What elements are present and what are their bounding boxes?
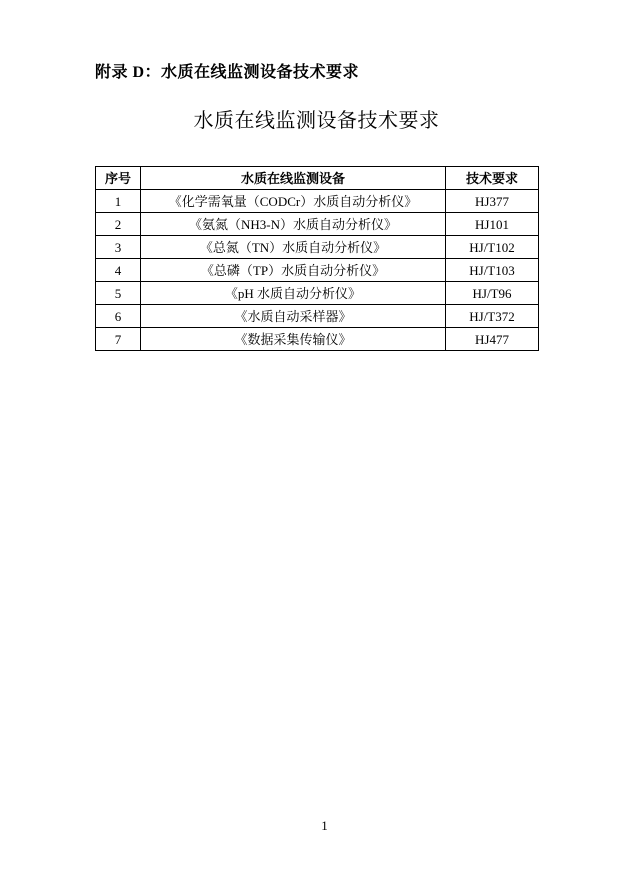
cell-no: 4 [96,259,141,282]
cell-requirement: HJ/T102 [446,236,539,259]
cell-no: 3 [96,236,141,259]
cell-no: 1 [96,190,141,213]
equipment-table [95,166,539,351]
cell-requirement: HJ101 [446,213,539,236]
cell-no: 6 [96,305,141,328]
page-title: 水质在线监测设备技术要求 [193,110,440,132]
cell-device: 《水质自动采样器》 [141,305,446,328]
appendix-heading: 附录 D：水质在线监测设备技术要求 [95,64,360,81]
cell-device: 《总氮（TN）水质自动分析仪》 [141,236,446,259]
column-header-requirement: 技术要求 [446,167,539,190]
table-row [96,282,539,305]
table-row [96,305,539,328]
cell-no: 2 [96,213,141,236]
column-header-device: 水质在线监测设备 [141,167,446,190]
column-header-no: 序号 [96,167,141,190]
cell-device: 《数据采集传输仪》 [141,328,446,351]
cell-requirement: HJ/T103 [446,259,539,282]
table-row [96,259,539,282]
cell-no: 5 [96,282,141,305]
cell-requirement: HJ/T96 [446,282,539,305]
cell-device: 《pH 水质自动分析仪》 [141,282,446,305]
cell-requirement: HJ377 [446,190,539,213]
cell-no: 7 [96,328,141,351]
cell-device: 《化学需氧量（CODCr）水质自动分析仪》 [141,190,446,213]
table-row [96,328,539,351]
cell-requirement: HJ477 [446,328,539,351]
cell-device: 《氨氮（NH3-N）水质自动分析仪》 [141,213,446,236]
table-row [96,236,539,259]
table-row [96,190,539,213]
cell-requirement: HJ/T372 [446,305,539,328]
page-number: 1 [321,818,328,833]
cell-device: 《总磷（TP）水质自动分析仪》 [141,259,446,282]
table-row [96,213,539,236]
table-header-row [96,167,539,190]
